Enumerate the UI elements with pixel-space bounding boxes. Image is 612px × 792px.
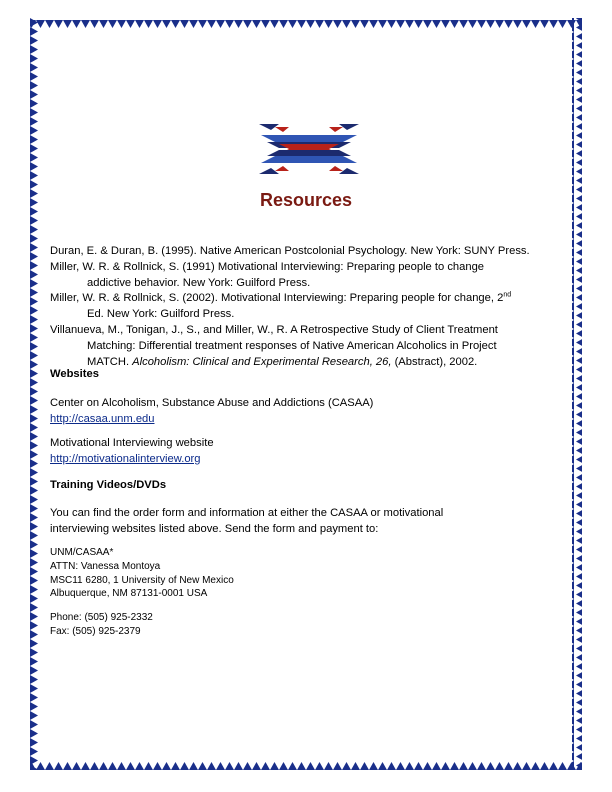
- training-heading: Training Videos/DVDs: [50, 479, 167, 491]
- reference-line: Duran, E. & Duran, B. (1995). Native American Postcolonial Psychology. New York: SUNY Press.: [50, 245, 530, 257]
- websites-heading: Websites: [50, 368, 99, 380]
- border-right: [572, 18, 582, 770]
- references-list: [50, 244, 590, 370]
- website-entry: [50, 396, 373, 427]
- reference-line: Ed. New York: Guilford Press.: [87, 308, 235, 321]
- superscript: nd: [503, 291, 512, 299]
- address-line: UNM/CASAA*: [50, 547, 114, 558]
- page-title: Resources: [259, 190, 353, 210]
- mailing-address: [50, 546, 234, 601]
- native-pattern-logo-icon: [257, 124, 361, 174]
- border-left: [30, 18, 40, 770]
- contact-info: [50, 611, 153, 639]
- reference-item: [50, 244, 590, 260]
- address-line: ATTN: Vanessa Montoya: [50, 560, 161, 572]
- reference-item: [50, 291, 590, 323]
- casaa-link[interactable]: http://casaa.unm.edu: [50, 412, 155, 425]
- motivational-interview-link[interactable]: http://motivationalinterview.org: [50, 452, 201, 465]
- reference-line: Matching: Differential treatment responses of Native American Alcoholics in Project: [87, 339, 497, 352]
- reference-line: Villanueva, M., Tonigan, J., S., and Miller, W., R. A Retrospective Study of Client Treatment: [50, 323, 498, 336]
- address-line: Albuquerque, NM 87131-0001 USA: [50, 588, 208, 600]
- reference-item: [50, 260, 590, 292]
- address-line: MSC11 6280, 1 University of New Mexico: [50, 574, 234, 586]
- reference-line-start: MATCH.: [87, 355, 133, 368]
- reference-line: Miller, W. R. & Rollnick, S. (2002). Motivational Interviewing: Preparing people for change, 2: [50, 292, 504, 305]
- training-paragraph: [50, 506, 443, 537]
- reference-line-end: (Abstract), 2002.: [391, 355, 478, 368]
- reference-item: [50, 323, 590, 370]
- reference-line: Miller, W. R. & Rollnick, S. (1991) Motivational Interviewing: Preparing people to change: [50, 260, 485, 273]
- website-name: Center on Alcoholism, Substance Abuse and Addictions (CASAA): [50, 397, 374, 409]
- paragraph-line: You can find the order form and information at either the CASAA or motivational: [50, 507, 444, 519]
- reference-line: addictive behavior. New York: Guilford Press.: [87, 276, 311, 289]
- reference-line: [50, 356, 477, 368]
- journal-title: Alcoholism: Clinical and Experimental Research, 26,: [132, 355, 392, 368]
- phone-number: Phone: (505) 925-2332: [50, 612, 153, 623]
- paragraph-line: interviewing websites listed above. Send the form and payment to:: [50, 522, 379, 535]
- website-name: Motivational Interviewing website: [50, 437, 214, 449]
- website-entry: [50, 436, 214, 467]
- border-bottom: [30, 760, 582, 770]
- fax-number: Fax: (505) 925-2379: [50, 625, 141, 637]
- border-top: [30, 18, 582, 28]
